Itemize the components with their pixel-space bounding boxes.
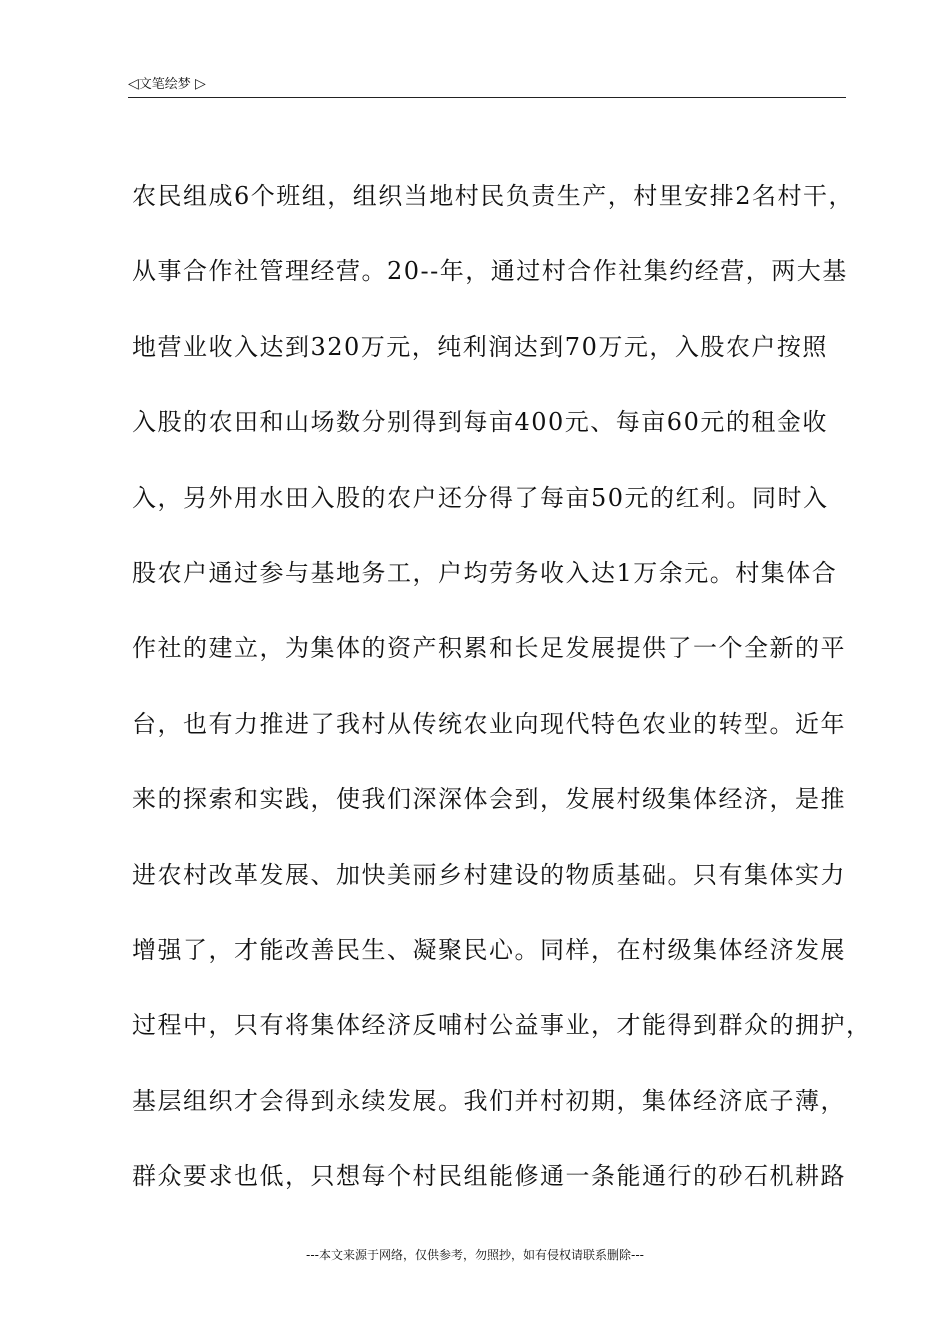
- body-line: 过程中，只有将集体经济反哺村公益事业，才能得到群众的拥护，: [132, 1011, 872, 1040]
- body-line: 入股的农田和山场数分别得到每亩400元、每亩60元的租金收: [132, 408, 828, 437]
- body-line: 股农户通过参与基地务工，户均劳务收入达1万余元。村集体合: [132, 558, 838, 587]
- header-title: 文笔绘梦: [138, 77, 191, 92]
- document-body: [132, 176, 872, 1231]
- body-line: 入，另外用水田入股的农户还分得了每亩50元的红利。同时入: [132, 483, 829, 512]
- header-divider: [128, 97, 846, 98]
- body-line: 基层组织才会得到永续发展。我们并村初期，集体经济底子薄，: [132, 1086, 846, 1115]
- page-header: [128, 74, 848, 100]
- body-line: 来的探索和实践，使我们深深体会到，发展村级集体经济，是推: [132, 785, 846, 814]
- body-line: 从事合作社管理经营。20--年，通过村合作社集约经营，两大基: [132, 257, 848, 286]
- body-line: 农民组成6个班组，组织当地村民负责生产，村里安排2名村干，: [132, 182, 855, 210]
- left-triangle-icon: ◁: [128, 76, 139, 92]
- page-footer: ---本文来源于网络，仅供参考，勿照抄，如有侵权请联系删除---: [306, 1248, 644, 1262]
- header-title-group: [128, 74, 206, 95]
- body-line: 地营业收入达到320万元，纯利润达到70万元，入股农户按照: [132, 332, 828, 361]
- right-triangle-icon: ▷: [194, 76, 206, 92]
- body-line: 台，也有力推进了我村从传统农业向现代特色农业的转型。近年: [132, 709, 846, 738]
- body-line: 增强了，才能改善民生、凝聚民心。同样，在村级集体经济发展: [132, 935, 846, 964]
- body-line: 群众要求也低，只想每个村民组能修通一条能通行的砂石机耕路: [132, 1162, 846, 1191]
- body-line: 进农村改革发展、加快美丽乡村建设的物质基础。只有集体实力: [132, 860, 846, 889]
- body-line: 作社的建立，为集体的资产积累和长足发展提供了一个全新的平: [132, 634, 846, 663]
